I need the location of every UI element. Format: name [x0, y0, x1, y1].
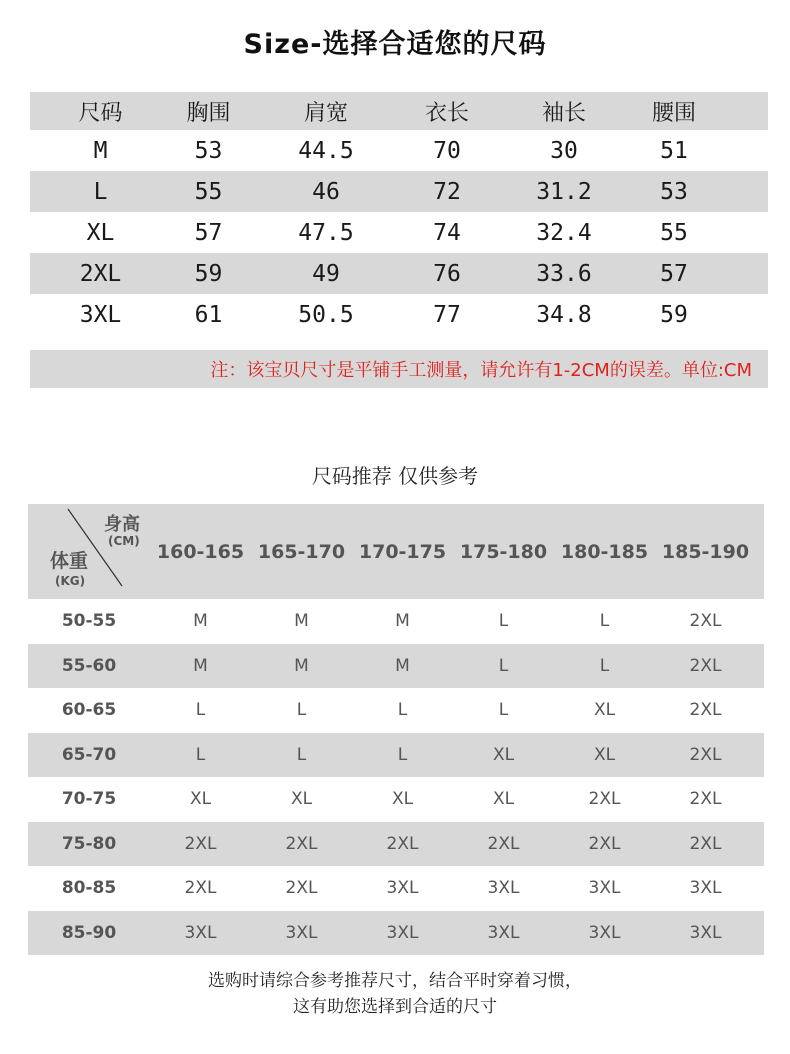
recommended-size: 3XL [285, 922, 318, 943]
measurement-cell: 77 [433, 301, 461, 328]
header-length: 衣长 [424, 100, 469, 126]
recommended-size: M [395, 655, 410, 676]
weight-range: 50-55 [61, 611, 117, 632]
measurement-cell: 50.5 [298, 301, 354, 328]
recommended-size: L [296, 744, 307, 765]
recommend-row [28, 599, 764, 644]
height-unit: (CM) [108, 534, 140, 548]
height-range: 185-190 [661, 540, 750, 563]
weight-unit: (KG) [55, 574, 86, 588]
measurement-cell: 57 [194, 219, 223, 246]
recommended-size: 2XL [184, 878, 217, 899]
recommended-size: 2XL [588, 789, 621, 810]
size-cell: M [93, 137, 108, 164]
measurement-cell: 34.8 [536, 301, 592, 328]
recommended-size: L [397, 744, 408, 765]
recommended-size: 2XL [285, 833, 318, 854]
recommended-size: M [395, 611, 410, 632]
recommended-size: 2XL [285, 878, 318, 899]
height-range: 175-180 [459, 540, 548, 563]
recommended-size: 2XL [689, 789, 722, 810]
size-row [30, 253, 768, 294]
recommended-size: 2XL [386, 833, 419, 854]
weight-range: 55-60 [61, 655, 117, 676]
measurement-note: 注：该宝贝尺寸是平铺手工测量，请允许有1-2CM的误差。单位:CM [210, 360, 752, 381]
size-cell: XL [86, 219, 115, 246]
recommend-row [28, 911, 764, 956]
measurement-cell: 72 [433, 178, 461, 205]
recommended-size: 3XL [588, 922, 621, 943]
weight-range: 70-75 [61, 789, 117, 810]
measurement-cell: 49 [312, 260, 340, 287]
size-row [30, 294, 768, 335]
recommended-size: 3XL [386, 878, 419, 899]
measurement-cell: 55 [194, 178, 223, 205]
measurement-cell: 76 [433, 260, 461, 287]
recommended-size: L [195, 744, 206, 765]
recommended-size: XL [391, 789, 414, 810]
weight-range: 75-80 [61, 833, 117, 854]
recommend-row [28, 822, 764, 867]
measurement-cell: 53 [660, 178, 688, 205]
recommended-size: 3XL [386, 922, 419, 943]
recommended-size: 3XL [487, 922, 520, 943]
recommend-header [28, 504, 764, 599]
recommended-size: M [193, 655, 208, 676]
height-range: 170-175 [358, 540, 447, 563]
header-sleeve: 袖长 [541, 100, 586, 126]
recommend-table [28, 504, 764, 955]
weight-range: 65-70 [61, 744, 117, 765]
size-cell: L [93, 178, 108, 205]
weight-label: 体重 [50, 550, 89, 572]
recommended-size: M [294, 611, 309, 632]
measurement-cell: 53 [194, 137, 223, 164]
recommended-size: XL [492, 789, 515, 810]
recommend-row [28, 688, 764, 733]
weight-range: 85-90 [61, 922, 117, 943]
recommended-size: XL [593, 744, 616, 765]
measurement-cell: 47.5 [298, 219, 354, 246]
size-row [30, 171, 768, 212]
weight-range: 60-65 [61, 700, 117, 721]
recommended-size: L [296, 700, 307, 721]
recommended-size: 2XL [588, 833, 621, 854]
recommended-size: L [498, 655, 509, 676]
corner-cell [28, 504, 150, 599]
measurement-cell: 70 [433, 137, 461, 164]
recommended-size: XL [593, 700, 616, 721]
header-shoulder: 肩宽 [303, 100, 348, 126]
header-waist: 腰围 [651, 100, 696, 126]
measurement-cell: 51 [660, 137, 688, 164]
recommended-size: XL [492, 744, 515, 765]
recommended-size: 2XL [689, 833, 722, 854]
size-table-header [30, 92, 768, 130]
footer-line-1: 选购时请综合参考推荐尺寸，结合平时穿着习惯， [208, 971, 582, 991]
measurement-cell: 57 [660, 260, 688, 287]
measurement-cell: 59 [194, 260, 223, 287]
recommended-size: 3XL [588, 878, 621, 899]
recommended-size: 2XL [487, 833, 520, 854]
size-cell: 3XL [79, 301, 122, 328]
measurement-cell: 33.6 [536, 260, 592, 287]
page-title: Size-选择合适您的尺码 [243, 29, 547, 60]
recommend-row [28, 866, 764, 911]
recommended-size: 3XL [184, 922, 217, 943]
recommended-size: L [195, 700, 206, 721]
recommend-row [28, 733, 764, 778]
measurement-note-bar [30, 350, 768, 388]
measurement-cell: 32.4 [536, 219, 592, 246]
size-row [30, 212, 768, 253]
recommended-size: M [294, 655, 309, 676]
height-range: 180-185 [560, 540, 649, 563]
size-row [30, 130, 768, 171]
recommended-size: L [498, 611, 509, 632]
recommended-size: L [498, 700, 509, 721]
measurement-cell: 61 [194, 301, 223, 328]
size-cell: 2XL [79, 260, 122, 287]
size-table [30, 92, 768, 335]
recommend-row [28, 777, 764, 822]
recommended-size: L [599, 655, 610, 676]
height-range: 165-170 [257, 540, 346, 563]
recommended-size: 2XL [689, 744, 722, 765]
recommended-size: 2XL [689, 655, 722, 676]
recommended-size: XL [290, 789, 313, 810]
height-label: 身高 [104, 514, 140, 535]
measurement-cell: 31.2 [536, 178, 592, 205]
header-chest: 胸围 [186, 100, 231, 126]
recommended-size: XL [189, 789, 212, 810]
header-size: 尺码 [78, 100, 123, 126]
height-range: 160-165 [156, 540, 245, 563]
recommend-title: 尺码推荐 仅供参考 [311, 464, 479, 488]
footer-advice [0, 968, 790, 1020]
measurement-cell: 55 [660, 219, 688, 246]
recommended-size: 3XL [689, 878, 722, 899]
measurement-cell: 59 [660, 301, 688, 328]
recommend-row [28, 644, 764, 689]
measurement-cell: 30 [550, 137, 578, 164]
measurement-cell: 46 [312, 178, 340, 205]
weight-range: 80-85 [61, 878, 117, 899]
recommended-size: 2XL [689, 700, 722, 721]
measurement-cell: 44.5 [298, 137, 354, 164]
footer-line-2: 这有助您选择到合适的尺寸 [293, 997, 497, 1017]
recommended-size: 3XL [689, 922, 722, 943]
recommended-size: M [193, 611, 208, 632]
measurement-cell: 74 [433, 219, 461, 246]
recommended-size: 2XL [184, 833, 217, 854]
recommended-size: 3XL [487, 878, 520, 899]
recommended-size: 2XL [689, 611, 722, 632]
recommended-size: L [599, 611, 610, 632]
recommended-size: L [397, 700, 408, 721]
